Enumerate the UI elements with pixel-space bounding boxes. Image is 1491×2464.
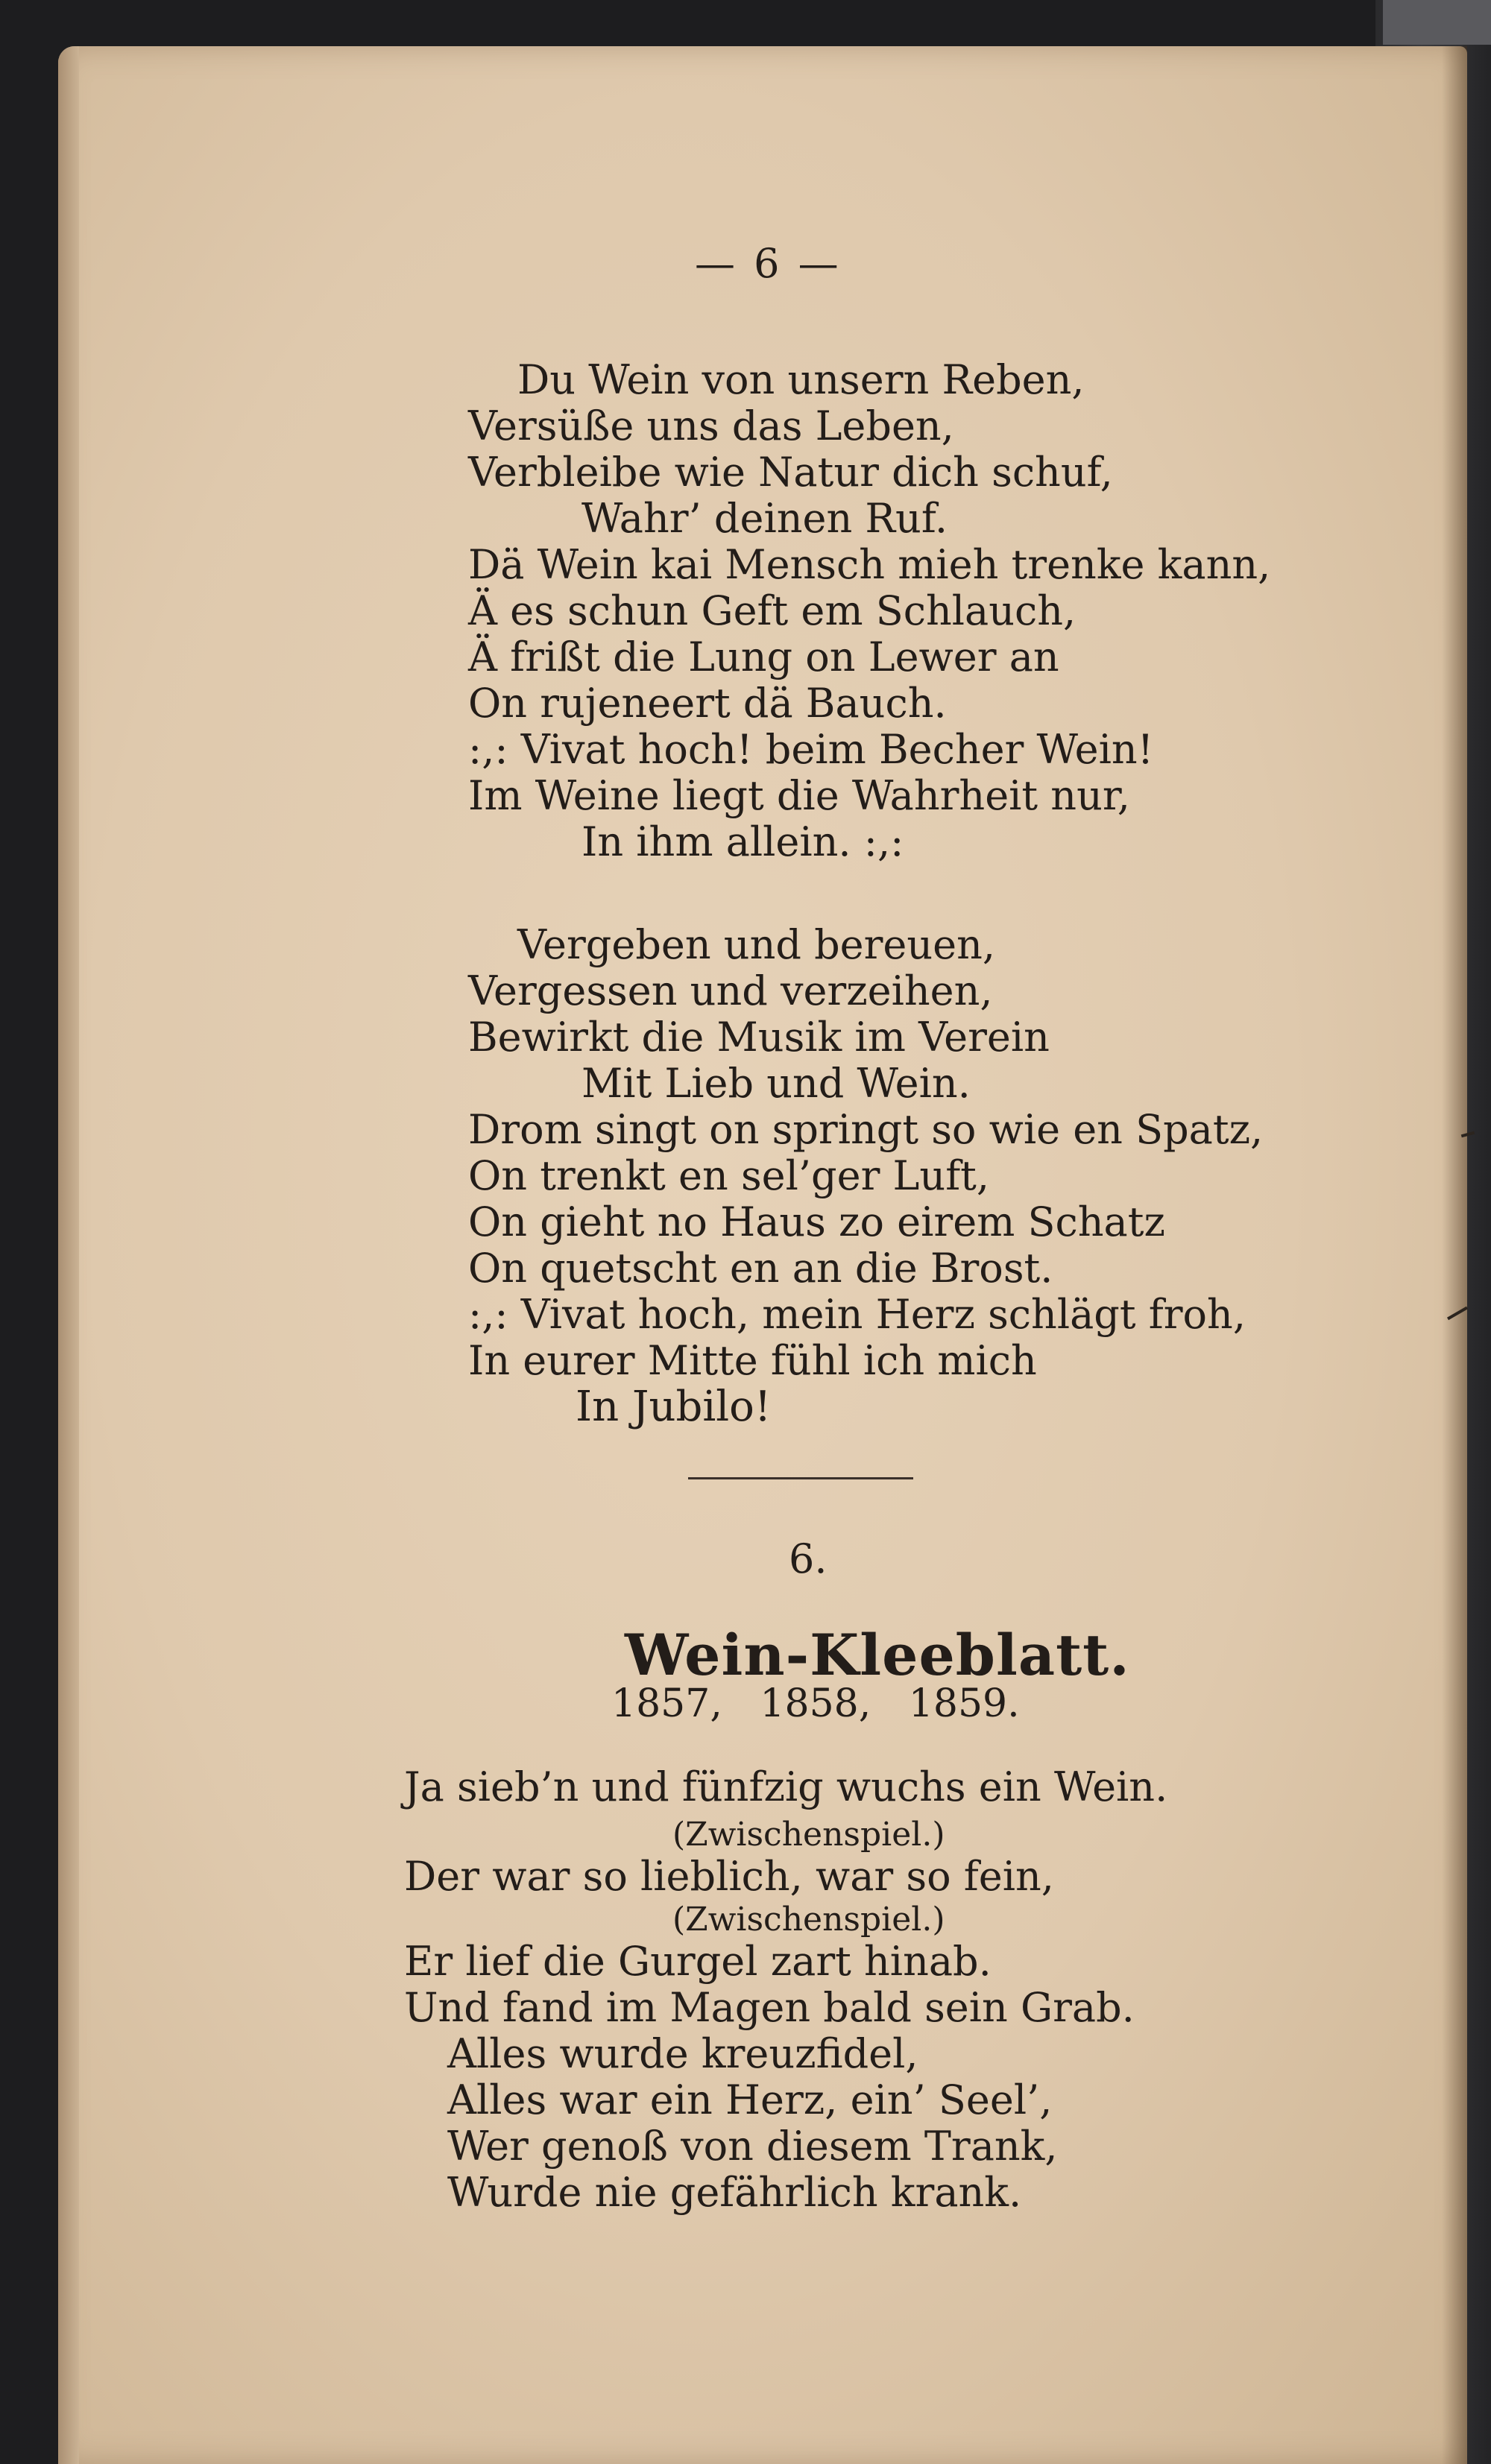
verse-line: Bewirkt die Musik im Verein: [468, 1014, 1050, 1061]
verse-line: Wurde nie gefährlich krank.: [447, 2169, 1022, 2216]
page-spine-shadow: [58, 46, 79, 2464]
verse-line: On rujeneert dä Bauch.: [468, 680, 947, 727]
verse-line: Drom singt on springt so wie en Spatz,: [468, 1106, 1264, 1153]
song-years: 1857, 1858, 1859.: [611, 1681, 1020, 1726]
verse-line: Wer genoß von diesem Trank,: [447, 2123, 1058, 2170]
verse-line: Du Wein von unsern Reben,: [517, 356, 1085, 403]
page-gutter-shadow: [1442, 46, 1467, 2464]
verse-line: Und fand im Magen bald sein Grab.: [404, 1984, 1135, 2031]
verse-line: On trenkt en sel’ger Luft,: [468, 1152, 990, 1199]
song-title: Wein-Kleeblatt.: [625, 1622, 1130, 1688]
verse-line: Vergessen und verzeihen,: [468, 967, 993, 1014]
verse-line: Verbleibe wie Natur dich schuf,: [468, 449, 1113, 496]
verse-line: Ä frißt die Lung on Lewer an: [468, 634, 1059, 680]
verse-line: In ihm allein. :,:: [581, 818, 904, 865]
verse-line: Der war so lieblich, war so fein,: [404, 1853, 1054, 1900]
page-number: — 6 —: [695, 240, 842, 287]
verse-line: Alles wurde kreuzfidel,: [447, 2030, 918, 2077]
verse-line: On quetscht en an die Brost.: [468, 1245, 1053, 1292]
verse-line: :,: Vivat hoch, mein Herz schlägt froh,: [468, 1291, 1246, 1338]
song-number: 6.: [789, 1535, 828, 1582]
verse-line: Dä Wein kai Mensch mieh trenke kann,: [468, 541, 1271, 588]
stage-direction: (Zwischenspiel.): [672, 1816, 945, 1854]
verse-line: Ä es schun Geft em Schlauch,: [468, 587, 1077, 634]
stage-direction: (Zwischenspiel.): [672, 1901, 945, 1939]
verse-line: Alles war ein Herz, ein’ Seel’,: [447, 2076, 1053, 2123]
verse-line: In eurer Mitte fühl ich mich: [468, 1337, 1037, 1384]
verse-line: Ja sieb’n und fünfzig wuchs ein Wein.: [404, 1763, 1168, 1810]
verse-line: Er lief die Gurgel zart hinab.: [404, 1938, 992, 1985]
verse-line: In Jubilo!: [576, 1383, 772, 1431]
verse-line: Versüße uns das Leben,: [468, 402, 954, 449]
adjacent-page-corner: [1383, 0, 1491, 45]
verse-line: Wahr’ deinen Ruf.: [581, 495, 948, 542]
verse-line: Im Weine liegt die Wahrheit nur,: [468, 772, 1130, 819]
verse-line: Vergeben und bereuen,: [517, 921, 996, 968]
verse-line: :,: Vivat hoch! beim Becher Wein!: [468, 726, 1154, 773]
verse-line: On gieht no Haus zo eirem Schatz: [468, 1198, 1165, 1245]
section-divider: [688, 1477, 913, 1479]
verse-line: Mit Lieb und Wein.: [581, 1060, 971, 1107]
